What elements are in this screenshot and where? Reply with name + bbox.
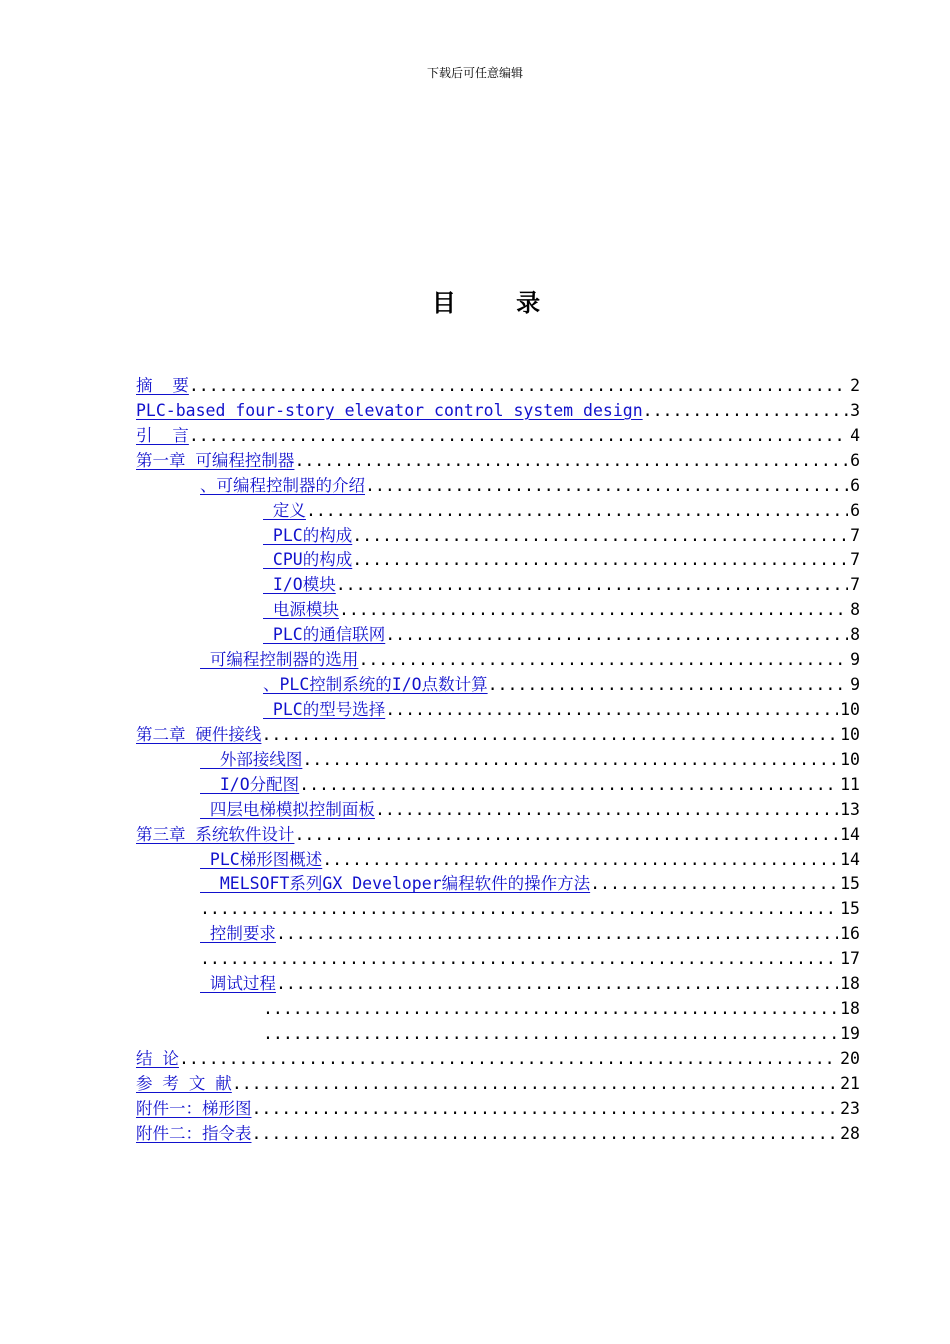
toc-leader-dots [590,872,838,897]
toc-leader-dots [263,1022,838,1047]
toc-entry-link[interactable]: 结 论 [136,1048,179,1068]
toc-page-number: 8 [850,600,860,620]
table-of-contents [136,374,860,1147]
toc-page-number: 9 [850,650,860,670]
toc-entry[interactable] [136,474,860,499]
toc-entry[interactable] [136,897,860,922]
toc-entry-link[interactable]: 参 考 文 献 [136,1073,232,1093]
toc-entry[interactable] [136,499,860,524]
toc-leader-dots [252,1097,839,1122]
toc-leader-dots [643,399,848,424]
toc-entry[interactable] [136,673,860,698]
toc-entry[interactable] [136,798,860,823]
toc-entry-link[interactable]: 电源模块 [263,600,339,620]
toc-leader-dots [299,773,838,798]
toc-entry-link[interactable]: 第三章 系统软件设计 [136,824,295,844]
toc-leader-dots [294,449,848,474]
toc-leader-dots [252,1122,839,1147]
toc-entry-link[interactable]: 控制要求 [200,924,276,944]
toc-leader-dots [232,1072,838,1097]
toc-entry-link[interactable]: 引 言 [136,425,189,445]
toc-leader-dots [263,997,838,1022]
toc-entry-link[interactable]: MELSOFT系列GX Developer编程软件的操作方法 [200,874,591,894]
toc-page-number: 20 [840,1048,860,1068]
toc-page-number: 7 [850,525,860,545]
toc-entry[interactable] [136,1022,860,1047]
toc-page-number: 13 [840,799,860,819]
toc-entry[interactable] [136,648,860,673]
toc-entry[interactable] [136,748,860,773]
toc-leader-dots [322,848,838,873]
toc-entry[interactable] [136,848,860,873]
toc-entry[interactable] [136,773,860,798]
toc-entry[interactable] [136,399,860,424]
toc-entry[interactable] [136,947,860,972]
toc-leader-dots [276,972,838,997]
toc-page-number: 9 [850,675,860,695]
toc-leader-dots [352,548,848,573]
toc-page-number: 10 [840,749,860,769]
toc-leader-dots [352,524,848,549]
toc-entry[interactable] [136,872,860,897]
toc-page-number: 23 [840,1098,860,1118]
toc-page-number: 6 [850,500,860,520]
toc-entry[interactable] [136,623,860,648]
toc-entry-link[interactable]: 四层电梯模拟控制面板 [200,799,375,819]
toc-page-number: 10 [840,724,860,744]
toc-entry[interactable] [136,1097,860,1122]
toc-leader-dots [261,723,838,748]
toc-entry-link[interactable]: PLC的通信联网 [263,625,386,645]
toc-entry[interactable] [136,1047,860,1072]
toc-leader-dots [385,698,838,723]
toc-entry-link[interactable]: CPU的构成 [263,550,353,570]
toc-page-number: 11 [840,774,860,794]
toc-page-number: 7 [850,575,860,595]
toc-entry-link[interactable]: 摘 要 [136,376,189,395]
toc-page-number: 4 [850,425,860,445]
toc-entry-link[interactable]: PLC-based four-story elevator control system design [136,400,643,420]
toc-page-number: 21 [840,1073,860,1093]
toc-entry[interactable] [136,374,860,399]
toc-page-number: 3 [850,400,860,420]
toc-entry-link[interactable]: 附件一：梯形图 [136,1098,252,1118]
toc-leader-dots [385,623,848,648]
toc-leader-dots [189,424,848,449]
toc-entry-link[interactable]: 调试过程 [200,974,276,994]
toc-entry-link[interactable]: 可编程控制器的选用 [200,650,359,670]
toc-title: 目 录 [431,289,567,317]
toc-entry-link[interactable]: PLC的型号选择 [263,699,386,719]
toc-page-number: 28 [840,1123,860,1143]
toc-entry[interactable] [136,922,860,947]
toc-entry[interactable] [136,1122,860,1147]
toc-entry-link[interactable]: 第二章 硬件接线 [136,724,262,744]
toc-leader-dots [336,573,848,598]
toc-entry-link[interactable]: 定义 [263,500,306,520]
toc-entry[interactable] [136,1072,860,1097]
toc-entry[interactable] [136,698,860,723]
toc-entry-link[interactable]: 附件二：指令表 [136,1123,252,1143]
toc-leader-dots [200,897,838,922]
toc-leader-dots [302,748,838,773]
toc-leader-dots [365,474,848,499]
toc-entry-link[interactable]: 、PLC控制系统的I/O点数计算 [263,675,488,695]
toc-entry[interactable] [136,997,860,1022]
toc-page-number: 8 [850,625,860,645]
toc-page-number: 18 [840,974,860,994]
toc-entry-link[interactable]: PLC的构成 [263,525,353,545]
toc-entry[interactable] [136,548,860,573]
toc-leader-dots [306,499,848,524]
header-note: 下载后可任意编辑 [426,66,523,80]
toc-entry[interactable] [136,723,860,748]
toc-leader-dots [294,823,838,848]
toc-page-number: 15 [840,899,860,919]
toc-entry[interactable] [136,449,860,474]
toc-entry[interactable] [136,972,860,997]
toc-page-number: 7 [850,550,860,570]
toc-entry-link[interactable]: PLC梯形图概述 [200,849,323,869]
toc-leader-dots [200,947,838,972]
toc-page-number: 19 [840,1023,860,1043]
toc-entry-link[interactable]: I/O分配图 [200,774,300,794]
toc-leader-dots [488,673,848,698]
toc-page-number: 16 [840,924,860,944]
toc-page-number: 6 [850,475,860,495]
toc-entry[interactable] [136,524,860,549]
toc-page-number: 15 [840,874,860,894]
toc-entry-link[interactable]: I/O模块 [263,575,336,595]
toc-entry-link[interactable]: 第一章 可编程控制器 [136,450,295,470]
toc-entry[interactable] [136,424,860,449]
toc-entry[interactable] [136,823,860,848]
toc-leader-dots [375,798,838,823]
toc-leader-dots [189,374,848,399]
toc-page-number: 18 [840,999,860,1019]
toc-entry-link[interactable]: 、可编程控制器的介绍 [200,475,365,495]
toc-page-number: 6 [850,450,860,470]
toc-page-number: 14 [840,849,860,869]
toc-page-number: 2 [850,376,860,395]
toc-page-number: 14 [840,824,860,844]
toc-page-number: 10 [840,699,860,719]
toc-leader-dots [339,598,848,623]
toc-leader-dots [179,1047,838,1072]
toc-entry[interactable] [136,573,860,598]
toc-leader-dots [276,922,838,947]
toc-entry[interactable] [136,598,860,623]
toc-entry-link[interactable]: 外部接线图 [200,749,303,769]
toc-leader-dots [358,648,848,673]
toc-page-number: 17 [840,949,860,969]
